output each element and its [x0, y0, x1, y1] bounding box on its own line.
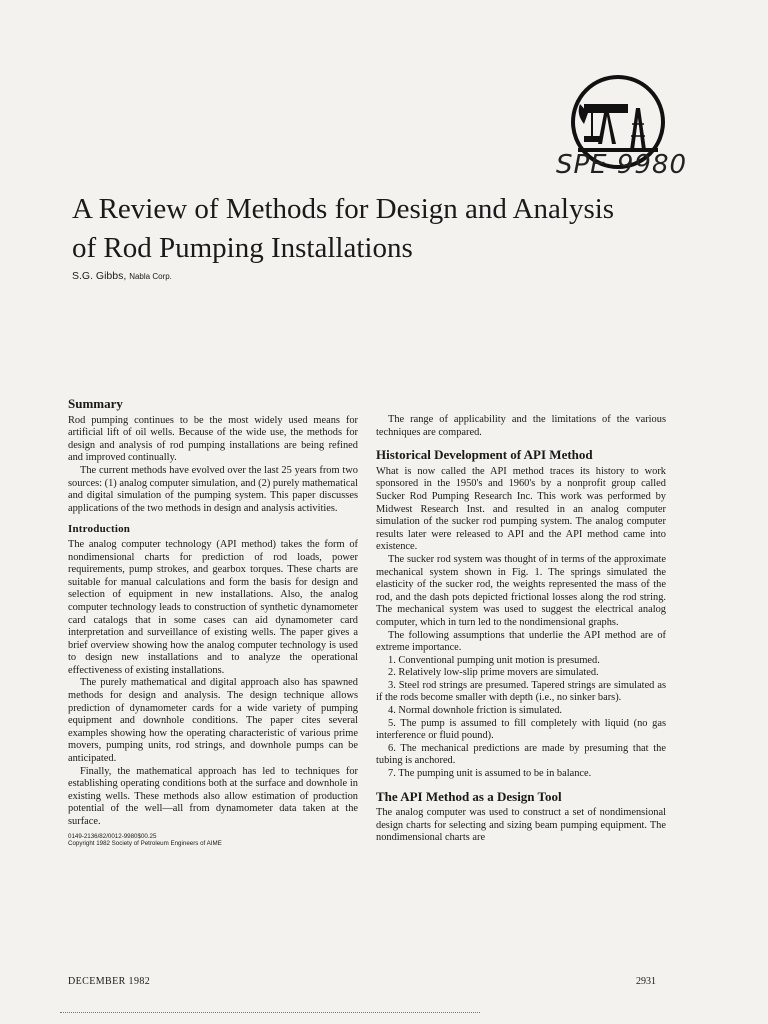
design-tool-heading: The API Method as a Design Tool	[376, 788, 562, 804]
history-paragraph-1: What is now called the API method traces its history to work sponsored in the 1950's and 1960's by a nonprofit group called Sucker Rod Pumping Research Inc. This work was performed by Midwest Research Inst. and resulted in an analog computer simulation of the sucker rod pumping system. The analog computer results later were released to API and the API method came into existence.	[376, 465, 666, 553]
footer-date: DECEMBER 1982	[68, 976, 151, 987]
author-name: S.G. Gibbs,	[72, 270, 127, 282]
range-paragraph: The range of applicability and the limitations of the various techniques are compared.	[376, 414, 666, 438]
title-line-1: A Review of Methods for Design and Analysis	[72, 193, 615, 225]
left-column	[68, 398, 358, 848]
assumptions-list	[376, 655, 666, 781]
list-item: 2. Relatively low-slip prime movers are simulated.	[388, 667, 599, 679]
list-item: 6. The mechanical predictions are made by presuming that the tubing is anchored.	[376, 742, 666, 767]
history-paragraph-2: The sucker rod system was thought of in terms of the approximate mechanical system shown in Fig. 1. The springs simulated the elasticity of the sucker rod, the weights represented the mass of the rod, and the dash pots depicted frictional losses along the rod string. The mechanical system was used to suggest the electrical analog computer, which in turn led to the nondimensional graphs.	[376, 553, 666, 628]
paper-title	[72, 190, 692, 268]
copyright-block	[68, 833, 358, 848]
intro-paragraph-1: The analog computer technology (API method) takes the form of nondimensional charts for prediction of rod loads, power requirements, pump strokes, and gearbox torques. These charts are suitable for manual calculations and form the basis for design and selection of equipment in new installations. Also, the analog computer technology leads to construction of synthetic dynamometer card catalogs that in some cases can aid dynamometer card interpretation and surveillance of existing wells. The paper gives a brief overview showing how the analog computer technology is used to design new installations and to analyze the operational effectiveness of existing installations.	[68, 538, 358, 676]
list-item: 1. Conventional pumping unit motion is presumed.	[388, 654, 600, 666]
list-item: 7. The pumping unit is assumed to be in balance.	[388, 768, 592, 780]
intro-paragraph-3: Finally, the mathematical approach has led to techniques for establishing operating conditions both at the surface and downhole in existing wells. These methods also allow estimation of production potential of the well—all from dynamometer data taken at the surface.	[68, 765, 358, 827]
introduction-heading: Introduction	[68, 523, 131, 536]
summary-paragraph-1: Rod pumping continues to be the most widely used means for artificial lift of oil wells. Because of the wide use, the methods for design and analysis of rod pumping installations are being refined and improved continually.	[68, 414, 358, 464]
scan-artifact-line	[60, 1012, 480, 1014]
list-item: 3. Steel rod strings are presumed. Tapered strings are simulated as if the rods become smaller with depth (i.e., no sinker bars).	[376, 679, 666, 704]
history-paragraph-3: The following assumptions that underlie the API method are of extreme importance.	[376, 629, 666, 654]
list-item: 5. The pump is assumed to fill completely with liquid (no gas interference or fluid pound).	[376, 717, 666, 742]
issn-line: 0149-2136/82/0012-9980$00.25	[68, 832, 157, 840]
author-line	[72, 270, 172, 282]
author-affiliation: Nabla Corp.	[129, 272, 172, 281]
historical-heading: Historical Development of API Method	[376, 447, 593, 463]
design-paragraph-1: The analog computer was used to construct a set of nondimensional design charts for selecting and sizing beam pumping equipment. The nondimensional charts are	[376, 807, 666, 844]
list-item: 4. Normal downhole friction is simulated.	[388, 705, 563, 717]
handwritten-spe-number: SPE 9980	[556, 150, 688, 180]
copyright-line: Copyright 1982 Society of Petroleum Engineers of AIME	[68, 840, 222, 848]
title-line-2: of Rod Pumping Installations	[72, 232, 413, 264]
intro-paragraph-2: The purely mathematical and digital approach also has spawned methods for design and analysis. The design technique allows prediction of dynamometer cards for a wide variety of pumping equipment and downhole conditions. The paper cites several examples showing how the operating characteristic of various prime movers, pumping units, rod strings, and downhole pumps can be anticipated.	[68, 677, 358, 765]
summary-paragraph-2: The current methods have evolved over the last 25 years from two sources: (1) analog computer simulation, and (2) purely mathematical and digital simulation of the pumping system. This paper discusses applications of the two methods in design and analysis activities.	[68, 464, 358, 514]
summary-heading: Summary	[68, 396, 123, 411]
page-number: 2931	[636, 976, 656, 987]
right-column	[376, 414, 666, 845]
